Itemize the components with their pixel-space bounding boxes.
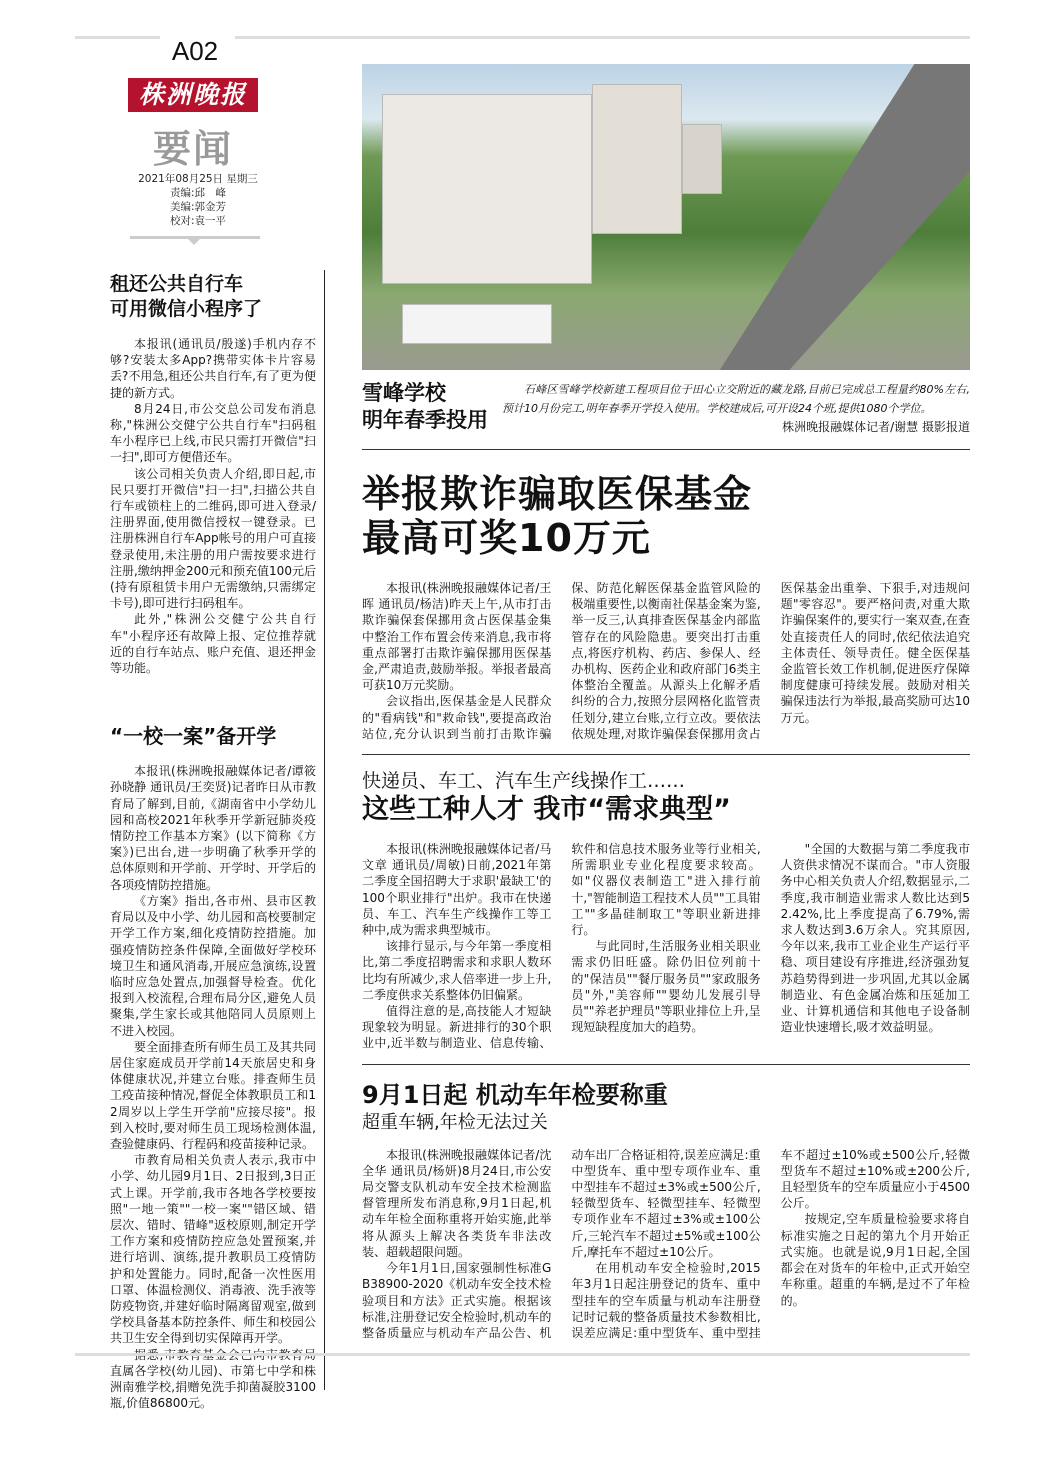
paragraph: 本报讯(株洲晚报融媒体记者/沈全华 通讯员/杨妍)8月24日,市公安局交警支队机动车安全技术检测监督管理所发布消息称,9月1日起,机动车年检全面称重将开始实施,此举将从源头上解决各类货车非法改装、超载超限问题。 (362, 1147, 552, 1259)
paragraph: 8月24日,市公交总公司发布消息称,"株洲公交健宁公共自行车"扫码租车小程序已上线,市民只需打开微信"扫一扫",即可方便借还车。 (110, 401, 316, 465)
section-title: 要闻 (152, 126, 233, 171)
rule (362, 449, 970, 450)
masthead-meta (118, 172, 278, 228)
page-number: A02 (171, 36, 219, 66)
paragraph: 会议指出,医保基金是人民群众的"看病钱"和"救命钱",要提高政治站位,充分认识到当前打击欺诈骗保、防范化解医保基金监管风险的极端重要性,以衡南社保基金案为鉴,举一反三,认真排查医保基金内部监管存在的风险隐患。要突出打击重点,将医疗机构、药店、参保人、经办机构、医药企业和政府部门6类主体整治全覆盖。从源头上化解矛盾纠纷的合力,按照分层网格化监管责任划分,建立台账,立行立改。要依法依规处理,对欺诈骗保套保挪用贪占医保基金出重拳、下狠手,对违规问题"零容忍"。要严格问责,对重大欺诈骗保案件的,要实行一案双查,在查处直接责任人的同时,依纪依法追究主体责任、领导责任。健全医保基金监管长效工作机制,促进医疗保障制度健康可持续发展。鼓励对相关骗保违法行为举报,最高奖励可达10万元。 (362, 581, 970, 741)
paragraph: 本报讯(株洲晚报融媒体记者/王晖 通讯员/杨洁)昨天上午,从市打击欺诈骗保套保挪用贪占医保基金集中整治工作布置会传来消息,我市将重点部署打击欺诈骗保挪用医保基金,严肃追责,鼓励举报。举报者最高可获10万元奖励。 (362, 581, 552, 693)
caption-text: 石峰区雪峰学校新建工程项目位于田心立交附近的藏龙路,目前已完成总工程量约80%左右,预计10月份完工,明年春季开学投入使用。学校建成后,可开设24个班,提供1080个学位。 (502, 383, 970, 415)
paragraph: "全国的大数据与第二季度我市人资供求情况不谋而合。"市人资服务中心相关负责人介绍,数据显示,二季度,我市制造业需求人数比达到52.42%,比上季度提高了6.79%,需求人数达到3.6万余人。究其原因,今年以来,我市工业企业生产运行平稳、项目建设有序推进,经济强劲复苏趋势得到进一步巩固,尤其以金属制造业、有色金属冶炼和压延加工业、计算机通信和其他电子设备制造业快速增长,吸才效益明显。 (780, 842, 970, 1035)
vehicle-article-body (362, 1147, 970, 1341)
top-rule-right (235, 36, 970, 39)
vehicle-subheadline: 超重车辆,年检无法过关 (362, 1111, 548, 1133)
paragraph: 市教育局相关负责人表示,我市中小学、幼儿园9月1日、2日报到,3日正式上课。开学前,我市各地各学校要按照"一地一策""一校一案""错区域、错层次、错时、错峰"返校原则,制定开学工作方案和疫情防控应急处置预案,并进行培训、演练,提升教职员工疫情防护和处置能力。同时,配备一次性医用口罩、体温检测仪、消毒液、洗手液等防疫物资,并建好临时隔离留观室,做到学校具备基本防控条件、师生和校园公共卫生安全得到切实保障再开学。 (110, 1153, 316, 1346)
photo-caption-row (362, 380, 970, 437)
photo-building (682, 124, 722, 194)
vehicle-headline: 9月1日起 机动车年检要称重 (362, 1080, 668, 1109)
photo-title-line2: 明年春季投用 (362, 408, 488, 432)
art-editor: 美编:郭金芳 (169, 201, 227, 213)
paragraph: 今年1月1日,国家强制性标准GB38900-2020《机动车安全技术检验项目和方法》正式实施。根据该标准,注册登记安全检验时,机动车的整备质量应与机动车产品公告、机动车出厂合格证相符,误差应满足:重中型货车、重中型专项作业车、重中型挂车不超过±3%或±500公斤,轻微型货车、轻微型挂车、轻微型专项作业车不超过±3%或±100公斤,三轮汽车不超过±5%或±100公斤,摩托车不超过±10公斤。 (362, 1147, 761, 1340)
bottom-rule (75, 1353, 970, 1356)
bike-title-line1: 租还公共自行车 (110, 273, 244, 295)
paragraph: 本报讯(株洲晚报融媒体记者/谭筱 孙晓静 通讯员/王奕贤)记者昨日从市教育局了解到,目前,《湖南省中小学幼儿园和高校2021年秋季开学新冠肺炎疫情防控工作基本方案》(以下简称《方案》)已出台,进一步明确了秋季开学的总体原则和开学前、开学时、开学后的各项疫情防控措施。 (110, 764, 316, 892)
school-headline: “一校一案”备开学 (110, 724, 277, 749)
school-construction-photo (362, 64, 970, 370)
right-column (362, 64, 970, 1356)
jobs-kicker: 快递员、车工、汽车生产线操作工…… (362, 770, 686, 793)
paragraph: 此外,"株洲公交健宁公共自行车"小程序还有故障上报、定位推荐就近的自行车站点、账户充值、退还押金等功能。 (110, 612, 316, 676)
paragraph: 要全面排查所有师生员工及其共同居住家庭成员开学前14天旅居史和身体健康状况,并建立台账。排查师生员工疫苗接种情况,督促全体教职员工和12周岁以上学生开学前"应接尽接"。报到入校时,要对师生员工现场检测体温,查验健康码、行程码和疫苗接种记录。 (110, 1039, 316, 1151)
paragraph: 直属各学校(幼儿园)、市第七中学和株洲南雅学校,捐赠免洗手抑菌凝胶3100瓶,价值86800元。 (110, 1363, 316, 1411)
photo-road (692, 64, 970, 370)
fraud-title-line2: 最高可奖10万元 (362, 516, 651, 560)
editor: 责编:邱 峰 (169, 187, 227, 199)
issue-date: 2021年08月25日 星期三 (138, 173, 258, 185)
photo-building (382, 94, 592, 284)
paragraph: 本报讯(通讯员/殷遂)手机内存不够?安装太多App?携带实体卡片容易丢?不用急,租还公共自行车,有了更为便捷的新方式。 (110, 337, 316, 400)
newspaper-logo: 株洲晚报 (128, 78, 258, 112)
photo-credit: 株洲晚报融媒体记者/谢慧 摄影报道 (782, 420, 970, 434)
bike-article-body (110, 336, 316, 676)
ornament-divider (130, 236, 260, 239)
paragraph: 在用机动车安全检验时,2015年3月1日起注册登记的货车、重中型挂车的空车质量与机动车注册登记时记载的整备质量技术参数相比,误差应满足:重中型货车、重中型挂车不超过±10%或±500公斤,轻微型货车不超过±10%或±200公斤,且轻型货车的空车质量应小于4500公斤。 (571, 1147, 970, 1340)
paragraph: 按规定,空车质量检验要求将自标准实施之日起的第九个月开始正式实施。也就是说,9月1日起,全国都会在对货车的年检中,正式开始空车称重。超重的车辆,是过不了年检的。 (780, 1212, 970, 1308)
photo-site-cabins (402, 304, 552, 344)
proofreader: 校对:袁一平 (169, 215, 227, 227)
bike-headline (110, 272, 316, 322)
rule (362, 1064, 970, 1065)
photo-headline (362, 380, 488, 437)
photo-building (592, 84, 682, 234)
top-rule-left (75, 36, 160, 39)
bike-title-line2: 可用微信小程序了 (110, 298, 263, 320)
fraud-headline (362, 472, 970, 560)
paragraph: 该排行显示,与今年第一季度相比,第二季度招聘需求和求职人数环比均有所减少,求人倍率进一步上升,二季度供求关系整体仍旧偏紧。 (362, 939, 552, 1002)
left-column (110, 272, 316, 1411)
paragraph: 《方案》指出,各市州、县市区教育局以及中小学、幼儿园和高校要制定开学工作方案,细化疫情防控措施。加强疫情防控条件保障,全面做好学校环境卫生和通风消毒,开展应急演练,设置临时应急处置点,加强督导检查。优化报到入校流程,合理布局分区,避免人员聚集,学生家长或其他陪同人员原则上不进入校园。 (110, 893, 316, 1038)
fraud-title-line1: 举报欺诈骗取医保基金 (362, 472, 753, 516)
paragraph: 本报讯(株洲晚报融媒体记者/马文章 通讯员/周敏)日前,2021年第二季度全国招聘大于求职'最缺工'的100个职业排行"出炉。我市在快递员、车工、汽车生产线操作工等工种中,成为需求典型城市。 (362, 842, 552, 938)
jobs-article-body (362, 841, 970, 1052)
column-divider (324, 270, 325, 1390)
fraud-article-body (362, 580, 970, 742)
school-article-body (110, 763, 316, 1411)
rule (362, 754, 970, 755)
paragraph: 值得注意的是,高技能人才短缺现象较为明显。新进排行的30个职业中,近半数与制造业、信息传输、软件和信息技术服务业等行业相关,所需职业专业化程度要求较高。如"仪器仪表制造工"进入排行前十,"智能制造工程技术人员""工具钳工""多晶硅制取工"等职业新进排行。 (362, 842, 761, 1051)
photo-title-line1: 雪峰学校 (362, 381, 446, 405)
paragraph: 与此同时,生活服务业相关职业需求仍旧旺盛。除仍旧位列前十的"保洁员""餐厅服务员""家政服务员"外,"美容师""婴幼儿发展引导员""养老护理员"等职业排位上升,呈现短缺程度加大的趋势。 (571, 939, 761, 1035)
paragraph: 该公司相关负责人介绍,即日起,市民只要打开微信"扫一扫",扫描公共自行车或锁柱上的二维码,即可进入登录/注册界面,使用微信授权一键登录。已注册株洲自行车App帐号的用户可直接登录使用,未注册的用户需按要求进行注册,缴纳押金200元和预充值100元后(持有原租赁卡用户无需缴纳,只需绑定卡号),即可进行扫码租车。 (110, 466, 316, 611)
jobs-headline: 这些工种人才 我市“需求典型” (362, 794, 731, 826)
photo-caption (502, 380, 970, 437)
